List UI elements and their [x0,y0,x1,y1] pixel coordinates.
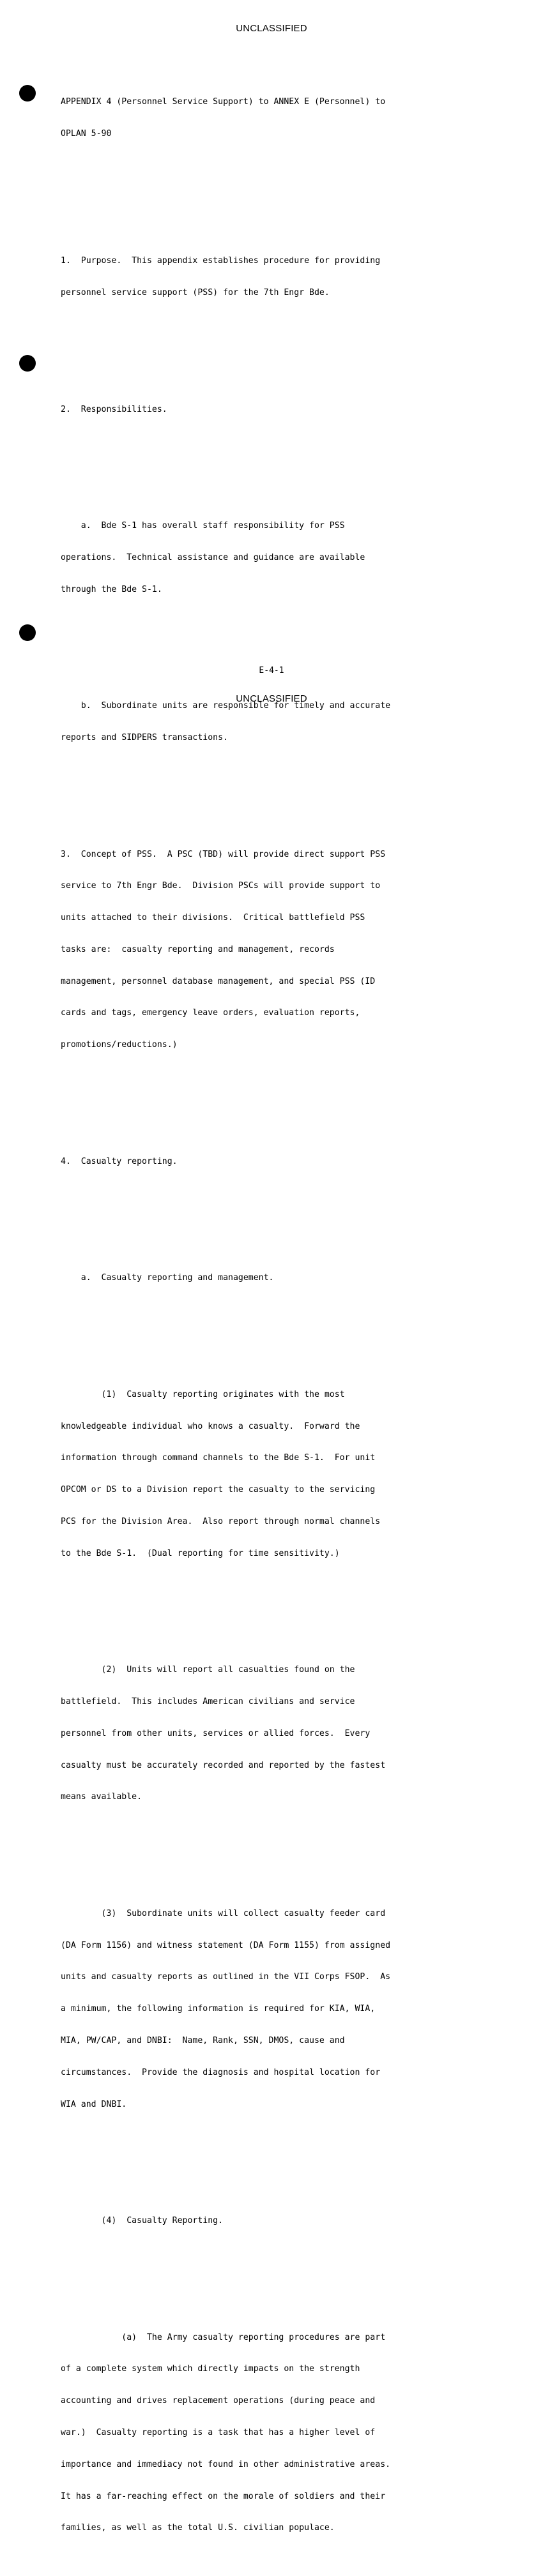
paragraph-item-3: (3) Subordinate units will collect casualty feeder card (DA Form 1156) and witness statement (DA Form 1155) from assigned units and casualty reports as outlined in the VII Corps FSOP. As a minimum, the following information is required for KIA, WIA, MIA, PW/CAP, and DNBI: Name, Rank, SSN, DMOS, cause and circumstances. Provide the diagnosis and hospital location for WIA and DNBI. [61,1908,391,2109]
paragraph-item-2: (2) Units will report all casualties found on the battlefield. This includes American civilians and service personnel from other units, services or allied forces. Every casualty must be accurately recorded and reported by the fastest means available. [61,1665,386,1802]
paragraph-resp-b: b. Subordinate units are responsible for timely and accurate reports and SIDPERS transactions. [61,701,391,742]
binder-hole-icon [19,85,36,102]
classification-bottom: UNCLASSIFIED [236,693,307,704]
paragraph-concept: 3. Concept of PSS. A PSC (TBD) will provide direct support PSS service to 7th Engr Bde. Division PSCs will provide support to units attached to their divisions. Critical battlefield PSS tasks are: casualty reporting and management, records management, personnel database management, and special PSS (ID cards and tags, emergency leave orders, evaluation reports, promotions/reductions.) [61,849,386,1050]
binder-hole-icon [19,355,36,372]
paragraph-item-1: (1) Casualty reporting originates with the most knowledgeable individual who knows a casualty. Forward the information through command channels to the Bde S-1. For unit OPCOM or DS to a Division report the casualty to the servicing PCS for the Division Area. Also report through normal channels to the Bde S-1. (Dual reporting for time sensitivity.) [61,1389,381,1558]
paragraph-resp-a: a. Bde S-1 has overall staff responsibility for PSS operations. Technical assistance and guidance are available through the Bde S-1. [61,521,365,594]
paragraph-item-4a: (a) The Army casualty reporting procedures are part of a complete system which directly impacts on the strength accounting and drives replacement operations (during peace and war.) Casualty reporting is a task that has a higher level of importance and immediacy not found in other administrative areas. It has a far-reaching effect on the morale of soldiers and their families, as well as the total U.S. civilian populace. [61,2332,391,2533]
document-body [61,55,489,2576]
paragraph-responsibilities: 2. Responsibilities. [61,404,167,414]
paragraph-item-4: (4) Casualty Reporting. [61,2216,224,2226]
header-title: APPENDIX 4 (Personnel Service Support) to ANNEX E (Personnel) to OPLAN 5-90 [61,97,386,139]
paragraph-casualty-a: a. Casualty reporting and management. [61,1273,274,1283]
binder-hole-icon [19,624,36,641]
page-number: E-4-1 [259,666,284,675]
paragraph-casualty: 4. Casualty reporting. [61,1156,178,1166]
paragraph-purpose: 1. Purpose. This appendix establishes procedure for providing personnel service support (PSS) for the 7th Engr Bde. [61,256,381,298]
classification-top: UNCLASSIFIED [236,23,307,34]
